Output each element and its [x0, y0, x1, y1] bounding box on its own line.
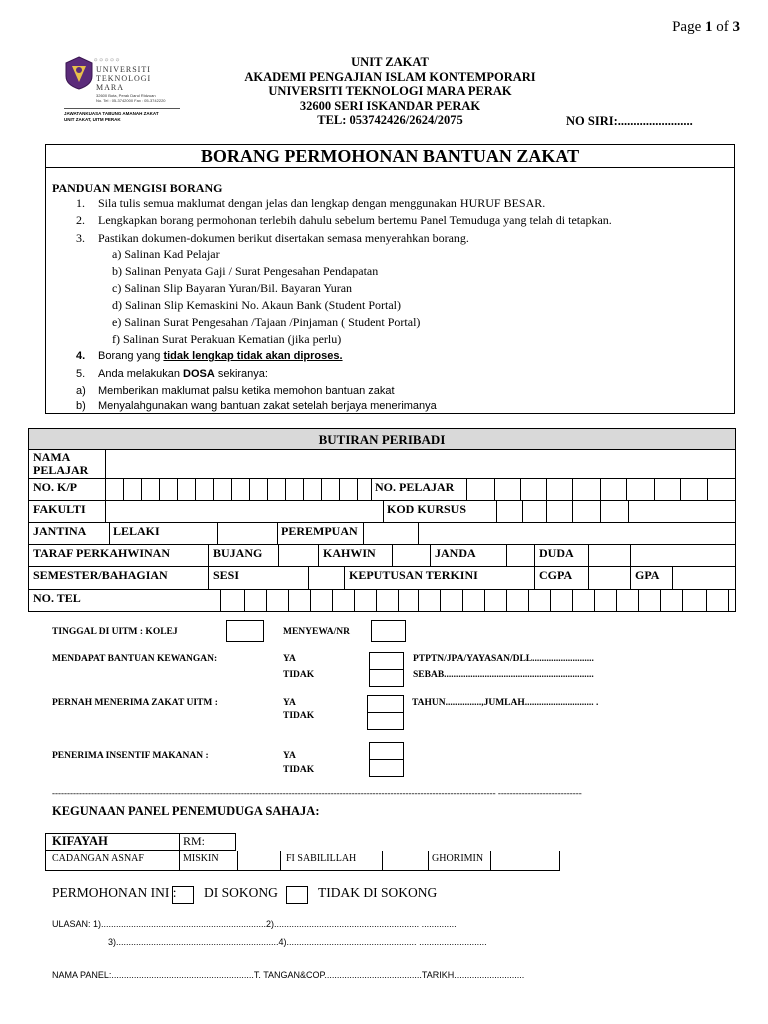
row-jantina: JANTINA LELAKI PEREMPUAN [28, 523, 736, 545]
sebab-field[interactable]: SEBAB............................................................... [413, 670, 594, 680]
bantuan-tidak-checkbox[interactable] [369, 669, 404, 687]
gpa-input[interactable] [674, 567, 734, 589]
guide-item: Pastikan dokumen-dokumen berikut disertakan semasa menyerahkan borang. [98, 231, 469, 245]
bujang-checkbox[interactable] [279, 545, 319, 566]
student-no-box[interactable] [681, 479, 708, 500]
course-code-box[interactable] [523, 501, 547, 522]
kp-digit-box[interactable] [286, 479, 304, 500]
tidak-disokong-label: TIDAK DI SOKONG [318, 885, 438, 900]
tel-digit-box[interactable] [485, 590, 507, 611]
guide-item: Sila tulis semua maklumat dengan jelas dan lengkap dengan menggunakan HURUF BESAR. [98, 196, 546, 210]
guide-heading: PANDUAN MENGISI BORANG [52, 181, 223, 195]
tahun-jumlah-field[interactable]: TAHUN...............,JUMLAH............................. . [412, 698, 599, 708]
kp-digit-box[interactable] [322, 479, 340, 500]
student-no-box[interactable] [495, 479, 521, 500]
kp-digit-box[interactable] [178, 479, 196, 500]
tel-digit-box[interactable] [529, 590, 551, 611]
course-code-box[interactable] [573, 501, 601, 522]
fi-sabilillah-checkbox[interactable] [383, 851, 428, 870]
tel-digit-box[interactable] [551, 590, 573, 611]
tel-digit-box[interactable] [661, 590, 683, 611]
logo-wordmark: UNIVERSITI TEKNOLOGI MARA [96, 65, 152, 92]
document-item: e) Salinan Surat Pengesahan /Tajaan /Pinjaman ( Student Portal) [112, 315, 421, 329]
cgpa-input[interactable] [589, 567, 631, 589]
page-number: Page 1 of 3 [672, 19, 740, 35]
tel-digit-box[interactable] [573, 590, 595, 611]
pernah-label: PERNAH MENERIMA ZAKAT UITM : [52, 698, 218, 708]
bantuan-label: MENDAPAT BANTUAN KEWANGAN: [52, 654, 218, 664]
nama-input[interactable] [107, 450, 735, 478]
perempuan-checkbox[interactable] [364, 523, 419, 544]
course-code-box[interactable] [497, 501, 523, 522]
document-item: b) Salinan Penyata Gaji / Surat Pengesahan Pendapatan [112, 264, 379, 278]
insentif-label: PENERIMA INSENTIF MAKANAN : [52, 751, 209, 761]
form-title: BORANG PERMOHONAN BANTUAN ZAKAT [46, 145, 734, 168]
logo-script: ۞ ۞ ۞ ۞ ۞ [94, 56, 120, 63]
student-no-box[interactable] [467, 479, 495, 500]
tel-digit-box[interactable] [683, 590, 707, 611]
course-code-box[interactable] [547, 501, 573, 522]
document-item: f) Salinan Surat Perakuan Kematian (jika perlu) [112, 332, 342, 346]
row-notel: NO. TEL [28, 590, 736, 612]
section-title: BUTIRAN PERIBADI [318, 432, 446, 447]
ptptn-field[interactable]: PTPTN/JPA/YAYASAN/DLL.......................... [413, 654, 594, 664]
menyewa-label: MENYEWA/NR [283, 627, 351, 637]
ghorimin-checkbox[interactable] [491, 851, 559, 870]
student-no-box[interactable] [573, 479, 601, 500]
tel-digit-box[interactable] [507, 590, 529, 611]
row-taraf: TARAF PERKAHWINAN BUJANG KAHWIN JANDA DUDA [28, 545, 736, 567]
kp-digit-box[interactable] [196, 479, 214, 500]
kolej-checkbox[interactable] [226, 620, 264, 642]
asnaf-row: CADANGAN ASNAF MISKIN FI SABILILLAH GHORIMIN [45, 851, 560, 871]
organization-header: UNIT ZAKAT AKADEMI PENGAJIAN ISLAM KONTEMPORARI UNIVERSITI TEKNOLOGI MARA PERAK 32600 SERI ISKANDAR PERAK TEL: 053742426/2624/2075 [244, 55, 536, 127]
tel-digit-box[interactable] [419, 590, 441, 611]
ulasan-line-2[interactable]: 3).................................................................4).................................................... ........................... [108, 937, 487, 947]
student-no-box[interactable] [601, 479, 627, 500]
tel-digit-box[interactable] [221, 590, 245, 611]
kp-digit-box[interactable] [340, 479, 358, 500]
duda-checkbox[interactable] [589, 545, 631, 566]
janda-checkbox[interactable] [507, 545, 535, 566]
tel-digit-box[interactable] [289, 590, 311, 611]
tel-digit-box[interactable] [355, 590, 377, 611]
kahwin-checkbox[interactable] [393, 545, 431, 566]
divider-line: ---------------------------------------------------------------------------------------------------------------------------------------------------- ---------------------------- [52, 788, 582, 798]
menyewa-checkbox[interactable] [371, 620, 406, 642]
permohonan-label: PERMOHONAN INI : [52, 885, 177, 900]
row-nokp: NO. K/P NO. PELAJAR [28, 479, 736, 501]
kp-digit-box[interactable] [160, 479, 178, 500]
tel-digit-box[interactable] [333, 590, 355, 611]
document-item: c) Salinan Slip Bayaran Yuran/Bil. Bayaran Yuran [112, 281, 353, 295]
insentif-ya-checkbox[interactable] [369, 742, 404, 760]
student-no-box[interactable] [547, 479, 573, 500]
lelaki-checkbox[interactable] [218, 523, 278, 544]
document-item: a) Salinan Kad Pelajar [112, 247, 220, 261]
ulasan-line-1[interactable]: ULASAN: 1)..................................................................2).......................................................... .............. [52, 919, 457, 929]
serial-number: NO SIRI:........................ [566, 114, 693, 128]
student-no-box[interactable] [521, 479, 547, 500]
sin-item: Memberikan maklumat palsu ketika memohon bantuan zakat [98, 385, 395, 397]
kifayah-row: KIFAYAH RM: [45, 833, 236, 851]
course-code-box[interactable] [601, 501, 629, 522]
tidak-disokong-checkbox[interactable] [286, 886, 308, 904]
disokong-label: DI SOKONG [204, 885, 278, 900]
pernah-tidak-checkbox[interactable] [367, 712, 404, 730]
personal-details-table [28, 428, 736, 612]
row-nama: NAMA PELAJAR [28, 450, 736, 479]
student-no-box[interactable] [627, 479, 655, 500]
sin-item: Menyalahgunakan wang bantuan zakat setelah berjaya menerimanya [98, 400, 437, 412]
kp-digit-box[interactable] [232, 479, 250, 500]
tel-digit-box[interactable] [639, 590, 661, 611]
kp-digit-box[interactable] [268, 479, 286, 500]
tel-digit-box[interactable] [617, 590, 639, 611]
tel-digit-box[interactable] [463, 590, 485, 611]
kp-digit-box[interactable] [124, 479, 142, 500]
tel-digit-box[interactable] [311, 590, 333, 611]
tel-digit-box[interactable] [245, 590, 267, 611]
tel-digit-box[interactable] [377, 590, 399, 611]
guide-item-sin: Anda melakukan DOSA sekiranya: [98, 368, 268, 380]
tel-digit-box[interactable] [267, 590, 289, 611]
kp-digit-box[interactable] [214, 479, 232, 500]
disokong-checkbox[interactable] [172, 886, 194, 904]
tel-digit-box[interactable] [441, 590, 463, 611]
kp-digit-box[interactable] [358, 479, 372, 500]
kp-digit-box[interactable] [250, 479, 268, 500]
sesi-input[interactable] [309, 567, 345, 589]
tel-digit-box[interactable] [399, 590, 419, 611]
miskin-checkbox[interactable] [238, 851, 280, 870]
row-semester: SEMESTER/BAHAGIAN SESI KEPUTUSAN TERKINI CGPA GPA [28, 567, 736, 590]
tel-digit-box[interactable] [595, 590, 617, 611]
panel-heading: KEGUNAAN PANEL PENEMUDUGA SAHAJA: [52, 804, 320, 818]
document-item: d) Salinan Slip Kemaskini No. Akaun Bank (Student Portal) [112, 298, 401, 312]
guide-box: BORANG PERMOHONAN BANTUAN ZAKAT PANDUAN MENGISI BORANG 1. Sila tulis semua maklumat dengan jelas dan lengkap dengan menggunakan HURUF BESAR. 2. Lengkapkan borang permohonan terlebih dahulu sebelum bertemu Panel Temuduga yang telah di tetapkan. 3. Pastikan dokumen-dokumen berikut disertakan semasa menyerahkan borang. a) Salinan Kad Pelajar b) Salinan Penyata Gaji / Surat Pengesahan Pendapatan c) Salinan Slip Bayaran Yuran/Bil. Bayaran Yuran d) Salinan Slip Kemaskini No. Akaun Bank (Student Portal) e) Salinan Surat Pengesahan /Tajaan /Pinjaman ( Student Portal) f) Salinan Surat Perakuan Kematian (jika perlu) 4. Borang yang tidak lengkap tidak akan diproses. 5. Anda melakukan DOSA sekiranya: a) Memberikan maklumat palsu ketika memohon bantuan zakat b) Menyalahgunakan wang bantuan zakat setelah berjaya menerimanya [45, 144, 735, 414]
nama-panel-line[interactable]: NAMA PANEL:.........................................................T. TANGAN&COP.......................................TARIKH............................ [52, 970, 525, 980]
kp-digit-box[interactable] [304, 479, 322, 500]
guide-item: Lengkapkan borang permohonan terlebih dahulu sebelum bertemu Panel Temuduga yang telah di tetapkan. [98, 213, 612, 227]
uitm-logo: ۞ ۞ ۞ ۞ ۞ UNIVERSITI TEKNOLOGI MARA 32600 Bota, Perak Darul Ridzuan No. Tel : 05-3742000 Fax : 05-3742220 JAWATANKUASA TABUNG AMANAH ZAKAT UNIT ZAKAT, UITM PERAK [64, 56, 184, 126]
bantuan-ya-checkbox[interactable] [369, 652, 404, 670]
tel-digit-box[interactable] [707, 590, 729, 611]
kp-digit-box[interactable] [142, 479, 160, 500]
row-fakulti: FAKULTI KOD KURSUS [28, 501, 736, 523]
tinggal-label: TINGGAL DI UITM : KOLEJ [52, 627, 178, 637]
guide-item-incomplete: Borang yang tidak lengkap tidak akan diproses. [98, 350, 343, 362]
uitm-crest-icon [64, 56, 94, 90]
pernah-ya-checkbox[interactable] [367, 695, 404, 713]
insentif-tidak-checkbox[interactable] [369, 759, 404, 777]
student-no-box[interactable] [655, 479, 681, 500]
